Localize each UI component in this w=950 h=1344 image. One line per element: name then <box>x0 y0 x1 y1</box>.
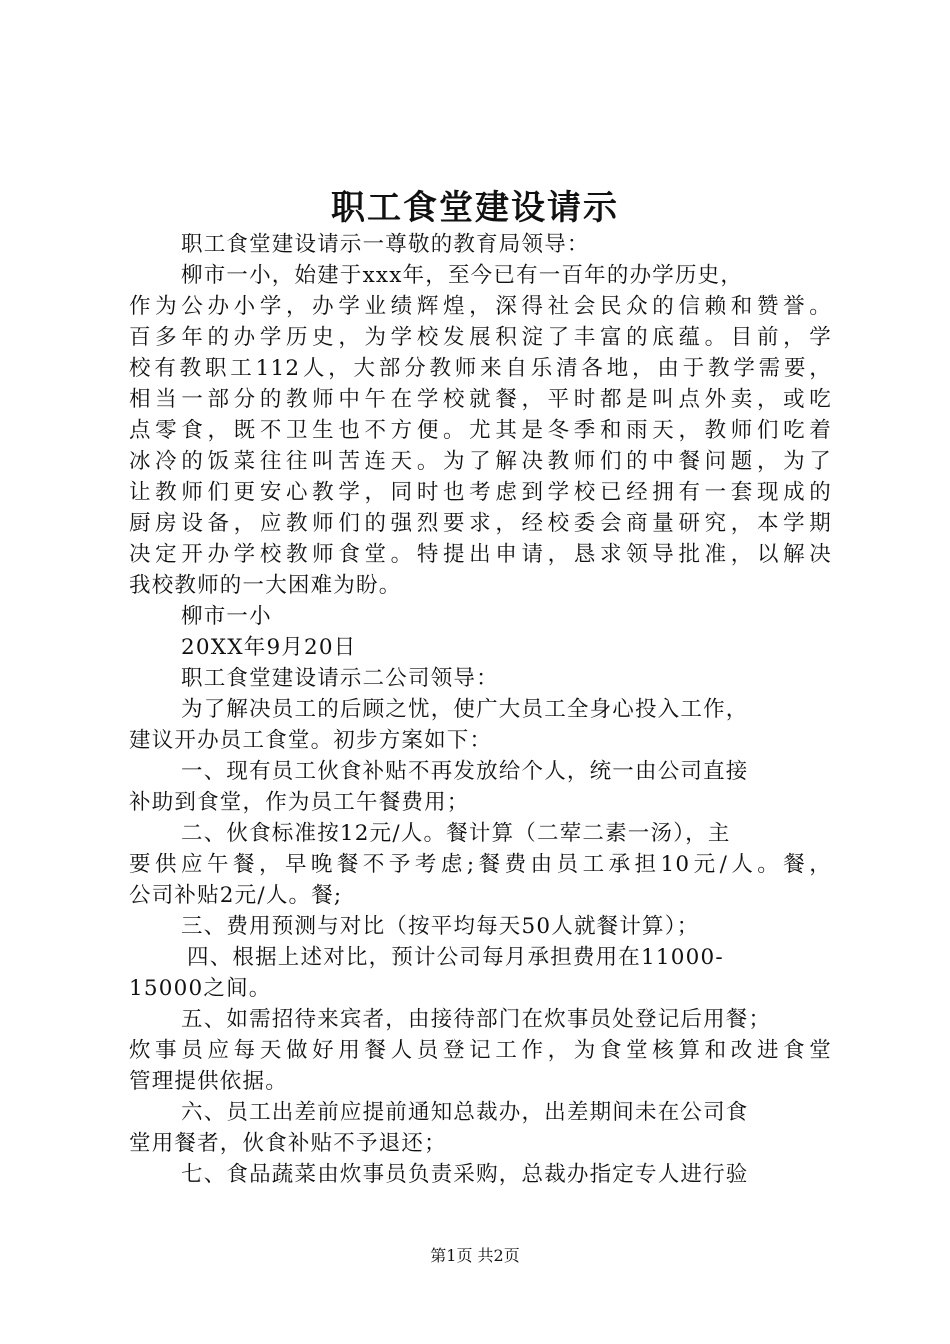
paragraph-line: 七、食品蔬菜由炊事员负责采购，总裁办指定专人进行验 <box>181 1162 749 1187</box>
paragraph-line: 要供应午餐，早晚餐不予考虑;餐费由员工承担10元/人。餐， <box>129 852 832 877</box>
date-line: 20XX年9月20日 <box>181 635 357 660</box>
paragraph-line: 让教师们更安心教学，同时也考虑到学校已经拥有一套现成的 <box>129 480 832 505</box>
paragraph-line: 二、伙食标准按12元/人。餐计算（二荤二素一汤），主 <box>181 821 731 846</box>
paragraph-line: 决定开办学校教师食堂。特提出申请，恳求领导批准，以解决 <box>129 542 832 567</box>
paragraph-line: 百多年的办学历史，为学校发展积淀了丰富的底蕴。目前，学 <box>129 325 832 350</box>
paragraph-line: 堂用餐者，伙食补贴不予退还； <box>129 1131 447 1156</box>
paragraph-line: 炊事员应每天做好用餐人员登记工作，为食堂核算和改进食堂 <box>129 1038 832 1063</box>
paragraph-line: 三、费用预测与对比（按平均每天50人就餐计算）； <box>181 914 700 939</box>
document-body <box>129 229 832 1190</box>
paragraph-line: 冰冷的饭菜往往叫苦连天。为了解决教师们的中餐问题，为了 <box>129 449 832 474</box>
signature-line: 柳市一小 <box>181 604 272 629</box>
paragraph-line: 管理提供依据。 <box>129 1069 288 1094</box>
paragraph-line: 公司补贴2元/人。餐; <box>129 883 343 908</box>
paragraph-line: 点零食，既不卫生也不方便。尤其是冬季和雨天，教师们吃着 <box>129 418 832 443</box>
paragraph-line: 职工食堂建设请示二公司领导： <box>181 666 499 691</box>
paragraph-line: 作为公办小学，办学业绩辉煌，深得社会民众的信赖和赞誉。 <box>129 294 832 319</box>
paragraph-line: 15000之间。 <box>129 976 272 1001</box>
document-title: 职工食堂建设请示 <box>331 188 619 228</box>
paragraph-line: 补助到食堂，作为员工午餐费用； <box>129 790 470 815</box>
paragraph-line: 相当一部分的教师中午在学校就餐，平时都是叫点外卖，或吃 <box>129 387 832 412</box>
paragraph-line: 我校教师的一大困难为盼。 <box>129 573 402 598</box>
paragraph-line: 职工食堂建设请示一尊敬的教育局领导： <box>181 232 590 257</box>
paragraph-line: 为了解决员工的后顾之忧，使广大员工全身心投入工作， <box>181 697 749 722</box>
paragraph-line: 四、根据上述对比，预计公司每月承担费用在11000- <box>187 945 724 970</box>
paragraph-line: 五、如需招待来宾者，由接待部门在炊事员处登记后用餐； <box>181 1007 772 1032</box>
paragraph-line: 柳市一小，始建于xxx年，至今已有一百年的办学历史， <box>181 263 744 288</box>
paragraph-line: 厨房设备，应教师们的强烈要求，经校委会商量研究，本学期 <box>129 511 832 536</box>
paragraph-line: 建议开办员工食堂。初步方案如下： <box>129 728 493 753</box>
paragraph-line: 六、员工出差前应提前通知总裁办，出差期间未在公司食 <box>181 1100 749 1125</box>
paragraph-line: 校有教职工112人，大部分教师来自乐清各地，由于教学需要， <box>129 356 832 381</box>
page-number-footer: 第1页 共2页 <box>430 1246 520 1265</box>
paragraph-line: 一、现有员工伙食补贴不再发放给个人，统一由公司直接 <box>181 759 749 784</box>
